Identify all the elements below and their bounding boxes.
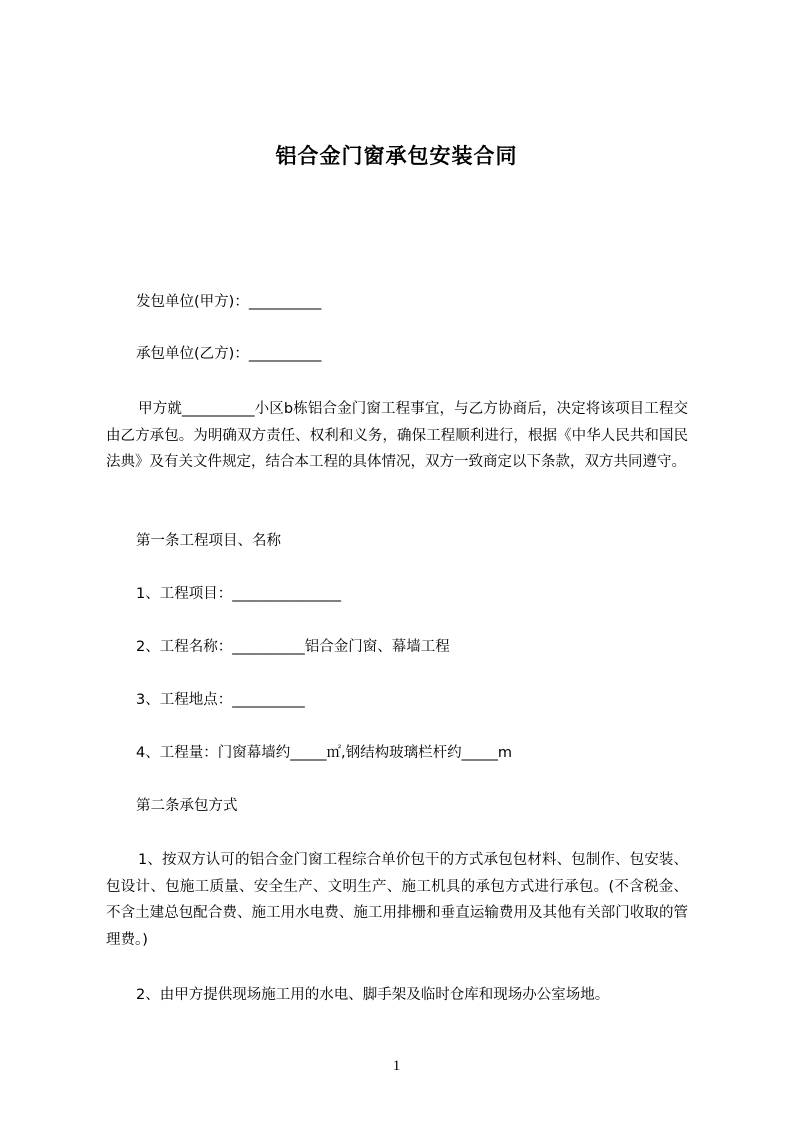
intro-paragraph <box>106 396 688 476</box>
article-1-item-1: 1、工程项目：_______________ <box>136 586 341 602</box>
article-2-clause-2: 2、由甲方提供现场施工用的水电、脚手架及临时仓库和现场办公室场地。 <box>136 987 610 1003</box>
article-2-clause-1 <box>106 847 688 953</box>
page-number: 1 <box>392 1058 401 1074</box>
party-b-line: 承包单位(乙方)：__________ <box>136 346 322 362</box>
article-1-item-3: 3、工程地点：__________ <box>136 692 305 708</box>
party-a-line: 发包单位(甲方)：__________ <box>136 294 322 310</box>
article-1-heading: 第一条工程项目、名称 <box>136 533 281 549</box>
document-title: 铝合金门窗承包安装合同 <box>275 144 518 168</box>
article-2-heading: 第二条承包方式 <box>136 798 238 814</box>
article-1-item-2: 2、工程名称：__________铝合金门窗、幕墙工程 <box>136 639 450 655</box>
article-1-item-4: 4、工程量：门窗幕墙约_____㎡,钢结构玻璃栏杆约_____m <box>136 745 512 761</box>
article-2-clause-1-text: 1、按双方认可的铝合金门窗工程综合单价包干的方式承包包材料、包制作、包安装、包设计、包施工质量、安全生产、文明生产、施工机具的承包方式进行承包。(不含税金、不含土建总包配合费、施工用水电费、施工用排栅和垂直运输费用及其他有关部门收取的管理费。) <box>106 852 688 948</box>
intro-paragraph-text: 甲方就__________小区b栋铝合金门窗工程事宜，与乙方协商后，决定将该项目工程交由乙方承包。为明确双方责任、权利和义务，确保工程顺利进行，根据《中华人民共和国民法典》及有关文件规定，结合本工程的具体情况，双方一致商定以下条款，双方共同遵守。 <box>106 401 688 470</box>
